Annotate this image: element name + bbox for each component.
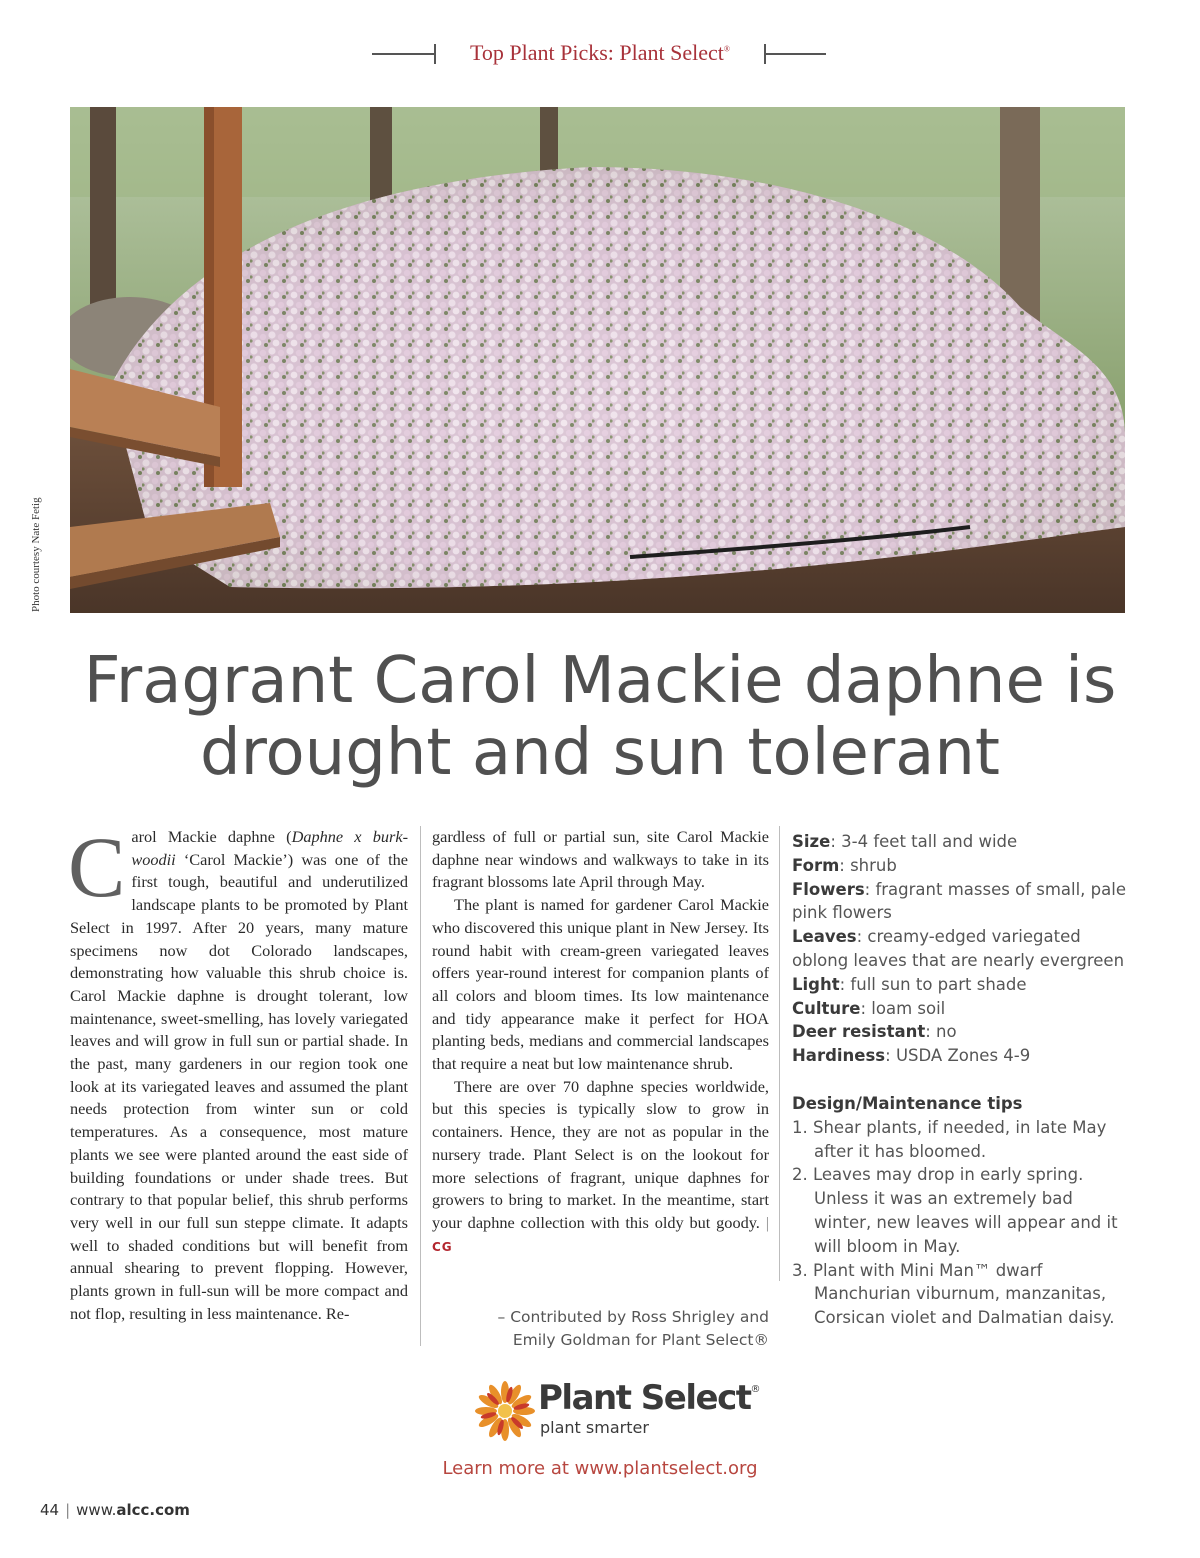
fact-flowers: Flowers: fragrant masses of small, pale pink flowers	[792, 879, 1126, 923]
tips-title: Design/Maintenance tips	[792, 1093, 1023, 1113]
logo-wordmark: Plant Select®	[538, 1378, 759, 1418]
drop-cap: C	[68, 819, 126, 915]
fact-culture: Culture: loam soil	[792, 998, 946, 1018]
fact-deer-resistant: Deer resistant: no	[792, 1022, 957, 1042]
photo-credit: Photo courtesy Nate Fetig	[30, 497, 42, 612]
tip-2: 2. Leaves may drop in early spring. Unless it was an extremely bad winter, new leaves will appear and it will bloom in May.	[792, 1165, 1118, 1256]
contributor-credit: – Contributed by Ross Shrigley and Emily Goldman for Plant Select®	[497, 1308, 769, 1349]
header-title: Top Plant Picks: Plant Select®	[470, 40, 730, 65]
tip-1: 1. Shear plants, if needed, in late May after it has bloomed.	[792, 1117, 1107, 1161]
footer-separator: |	[65, 1501, 71, 1519]
daphne-shrub-photo	[70, 107, 1125, 613]
species-name: Daphne x burk-woodii	[131, 827, 409, 869]
learn-more-link[interactable]: Learn more at www.plantselect.org	[442, 1458, 758, 1479]
end-mark: CG	[432, 1239, 453, 1254]
fact-size: Size: 3-4 feet tall and wide	[792, 832, 1018, 851]
page-footer	[40, 1501, 190, 1519]
photo-illustration	[70, 107, 1125, 613]
plant-facts-sidebar	[792, 830, 1132, 1330]
paragraph-1-continued: gardless of full or partial sun, site Carol Mackie daphne near windows and walkways to take in its fragrant blossoms late April through May.	[432, 827, 769, 892]
fact-light: Light: full sun to part shade	[792, 974, 1027, 994]
footer-url-prefix: www.	[76, 1501, 117, 1519]
paragraph-3: There are over 70 daphne species worldwide, but this species is typically slow to grow in containers. Hence, they are not as popular in the nursery trade. Plant Select is on the lookout for more selections of fragrant, unique daphnes for growers to bring to market. In the meantime, start your daphne collection with this oldy but goody. | CG	[432, 1076, 769, 1254]
end-separator: |	[765, 1212, 769, 1232]
column-divider-1	[420, 826, 421, 1346]
article-column-1	[68, 819, 409, 1325]
headline-line-2: drought and sun tolerant	[199, 716, 1001, 790]
paragraph-2: The plant is named for gardener Carol Mackie who discovered this unique plant in New Jersey. Its round habit with cream-green variegated leaves offers year-round interest for companion plants of all colors and bloom times. Its low maintenance and tidy appearance make it perfect for HOA planting beds, medians and commercial landscapes that require a neat but low maintenance shrub.	[432, 895, 769, 1074]
article-headline	[0, 645, 1200, 789]
fact-form: Form: shrub	[792, 855, 897, 875]
fact-hardiness: Hardiness: USDA Zones 4-9	[792, 1046, 1031, 1066]
column-divider-2	[779, 826, 780, 1281]
plant-select-logo	[474, 1378, 759, 1448]
header-rule-right	[764, 53, 826, 55]
page-number: 44	[40, 1501, 60, 1519]
sunflower-icon	[474, 1380, 536, 1442]
running-header	[0, 40, 1200, 68]
headline-line-1: Fragrant Carol Mackie daphne is	[83, 644, 1117, 718]
logo-tagline: plant smarter	[540, 1418, 649, 1437]
tip-3: 3. Plant with Mini Man™ dwarf Manchurian viburnum, manzanitas, Corsican violet and Dalmatian daisy.	[792, 1260, 1115, 1328]
article-column-2	[432, 826, 769, 1258]
paragraph-1: Carol Mackie daphne (Daphne x burk-woodii ‘Carol Mackie’) was one of the first tough, beautiful and underutilized landscape plants to be promoted by Plant Select in 1997. After 20 years, many mature specimens now dot Colorado landscapes, demonstrating how valuable this shrub choice is. Carol Mackie daphne is drought tolerant, low maintenance, sweet-smelling, has lovely variegated leaves and will grow in full sun or partial shade. In the past, many gardeners in our region took one look at its variegated leaves and assumed the plant needs protection from winter sun or cold temperatures. As a consequence, most mature plants we see were planted around the east side of building foundations or under shade trees. But contrary to that popular belief, this shrub performs very well in our full sun steppe climate. It adapts well to shaded conditions but will benefit from annual shearing to prevent flopping. However, plants grown in full-sun will be more compact and not flop, resulting in less maintenance. Re-	[68, 819, 409, 1323]
fact-leaves: Leaves: creamy-edged variegated oblong leaves that are nearly evergreen	[792, 927, 1125, 970]
footer-url-domain[interactable]: alcc.com	[116, 1501, 190, 1519]
